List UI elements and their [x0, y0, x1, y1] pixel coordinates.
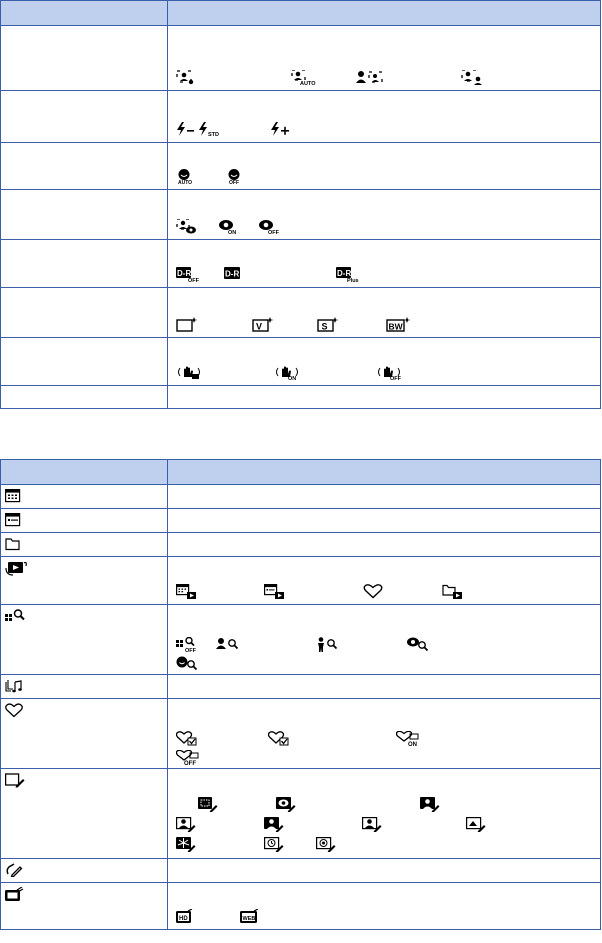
row-label-cell [1, 675, 168, 699]
svg-text:OFF: OFF [188, 278, 199, 282]
header-cell-description [168, 460, 601, 485]
settings-table [0, 0, 601, 409]
svg-text:HD: HD [179, 916, 188, 922]
svg-text:D-R: D-R [337, 269, 352, 278]
red-eye-on-icon [218, 219, 240, 234]
dro-standard-icon [224, 267, 242, 282]
table-row [1, 26, 601, 91]
svg-text:STD: STD [208, 132, 219, 137]
svg-text:D-R: D-R [177, 269, 192, 278]
header-cell-description [168, 1, 601, 26]
dro-off-icon [176, 267, 200, 282]
retouch-soft-skin-icon [316, 837, 338, 852]
svg-text:S: S [321, 321, 328, 332]
face-detection-auto-icon [291, 70, 317, 85]
retouch-partial-color-icon [264, 817, 286, 832]
row-value-cell [168, 485, 601, 509]
filter-off-icon [176, 637, 202, 652]
row-label-cell [1, 699, 168, 769]
filter-child-icon [316, 637, 340, 652]
row-label-cell [1, 240, 168, 288]
table-row [1, 675, 601, 699]
svg-text:D-R: D-R [225, 269, 240, 279]
svg-text:Plus: Plus [347, 278, 359, 282]
flash-standard-icon [198, 122, 224, 137]
svg-text:ON: ON [228, 230, 237, 234]
table-row [1, 485, 601, 509]
face-detection-icon [176, 70, 194, 85]
header-cell-item [1, 460, 168, 485]
face-detection-adult-icon [461, 70, 485, 85]
dro-plus-icon [336, 267, 362, 282]
row-value-cell [168, 509, 601, 533]
playback-table [0, 459, 601, 930]
table-row [1, 769, 601, 859]
row-label-cell [1, 91, 168, 143]
steadyshot-off-icon [376, 365, 404, 380]
retouch-red-eye-icon [276, 797, 298, 812]
paint-icon [5, 863, 23, 877]
svg-text:OFF: OFF [268, 230, 279, 234]
svg-text:OFF: OFF [229, 180, 239, 184]
row-value-cell [168, 26, 601, 91]
color-bw-icon [386, 317, 412, 332]
row-value-cell [168, 557, 601, 605]
table-row [1, 386, 601, 409]
row-value-cell [168, 533, 601, 557]
table-row [1, 240, 601, 288]
export-web-icon [240, 909, 266, 924]
row-value-cell [168, 143, 601, 190]
table-row [1, 533, 601, 557]
row-value-cell [168, 91, 601, 143]
color-vivid-icon [252, 317, 276, 332]
svg-text:BW: BW [388, 321, 403, 332]
row-label-cell [1, 143, 168, 190]
row-value-cell [168, 338, 601, 386]
row-value-cell [168, 288, 601, 338]
remove-favorite-icon [268, 731, 292, 746]
retouch-trim-icon [198, 797, 220, 812]
calendar-icon [5, 489, 21, 503]
row-label-cell [1, 533, 168, 557]
retouch-radial-blur-icon [176, 837, 198, 852]
retouch-fisheye-icon [362, 817, 384, 832]
table-row [1, 338, 601, 386]
row-value-cell [168, 675, 601, 699]
table-row [1, 143, 601, 190]
color-normal-icon [176, 317, 200, 332]
table-header-row [1, 1, 601, 26]
heart-icon [5, 703, 23, 718]
retouch-cross-filter-icon [466, 817, 488, 832]
slideshow-music-icon [5, 679, 23, 693]
retouch-retro-icon [264, 837, 286, 852]
table-row [1, 557, 601, 605]
table-row [1, 288, 601, 338]
svg-text:V: V [256, 321, 263, 332]
table-row [1, 699, 601, 769]
retouch-icon [5, 773, 25, 788]
filter-search-icon [5, 609, 27, 623]
svg-text:AUTO: AUTO [300, 81, 316, 85]
red-eye-off-icon [258, 219, 282, 234]
smile-auto-icon [176, 169, 196, 184]
add-favorite-icon [176, 731, 200, 746]
export-hd-icon [176, 909, 202, 924]
svg-text:WEB: WEB [242, 916, 256, 922]
row-label-cell [1, 557, 168, 605]
row-label-cell [1, 288, 168, 338]
row-value-cell [168, 386, 601, 409]
row-value-cell [168, 605, 601, 675]
color-sepia-icon [317, 317, 341, 332]
row-label-cell [1, 769, 168, 859]
row-label-cell [1, 338, 168, 386]
svg-text:ON: ON [288, 376, 297, 380]
svg-text:ON: ON [408, 742, 417, 746]
retouch-soft-focus-icon [176, 817, 198, 832]
svg-text:AUTO: AUTO [178, 180, 193, 184]
row-value-cell [168, 699, 601, 769]
svg-text:OFF: OFF [184, 761, 196, 765]
svg-text:OFF: OFF [185, 648, 196, 652]
steadyshot-auto-icon [176, 365, 202, 380]
filter-smile-icon [176, 656, 200, 671]
flash-plus-icon [270, 122, 292, 137]
row-value-cell [168, 859, 601, 883]
export-icon [5, 887, 25, 902]
table-row [1, 91, 601, 143]
row-value-cell [168, 240, 601, 288]
table-row [1, 605, 601, 675]
svg-text:OFF: OFF [390, 376, 401, 380]
flash-minus-icon [176, 122, 196, 137]
row-label-cell [1, 605, 168, 675]
retouch-unsharp-icon [420, 797, 442, 812]
table-row [1, 859, 601, 883]
slideshow-date-icon [176, 584, 198, 599]
favorite-on-icon [396, 731, 424, 746]
row-label-cell [1, 883, 168, 930]
row-label-cell [1, 26, 168, 91]
row-label-cell [1, 509, 168, 533]
smile-off-icon [226, 169, 246, 184]
filter-face-icon [216, 637, 240, 652]
event-list-icon [5, 513, 21, 527]
row-value-cell [168, 769, 601, 859]
slideshow-folder-icon [442, 584, 464, 599]
table-row [1, 509, 601, 533]
row-label-cell [1, 190, 168, 240]
steadyshot-on-icon [274, 365, 300, 380]
header-cell-item [1, 1, 168, 26]
slideshow-event-icon [264, 584, 286, 599]
filter-red-eye-icon [406, 637, 430, 652]
row-value-cell [168, 190, 601, 240]
red-eye-auto-icon [176, 219, 198, 234]
slideshow-icon [5, 561, 27, 577]
table-header-row [1, 460, 601, 485]
row-label-cell [1, 485, 168, 509]
table-row [1, 190, 601, 240]
table-row [1, 883, 601, 930]
folder-icon [5, 537, 21, 551]
favorite-off-icon [176, 750, 204, 765]
slideshow-favorites-icon [363, 584, 383, 599]
row-label-cell [1, 386, 168, 409]
row-label-cell [1, 859, 168, 883]
face-detection-child-icon [356, 70, 384, 85]
row-value-cell [168, 883, 601, 930]
